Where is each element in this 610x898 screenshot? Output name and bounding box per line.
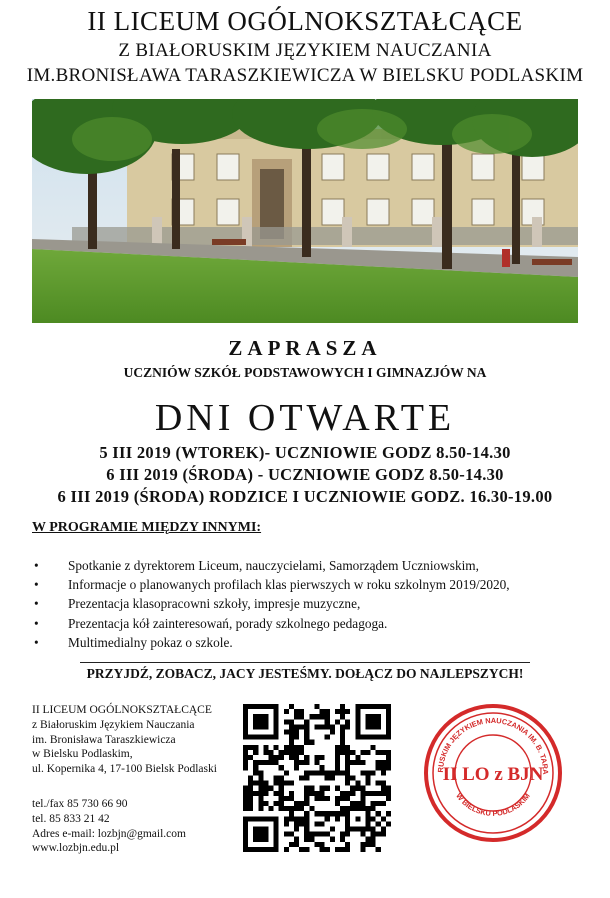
list-item: • Informacje o planowanych profilach klas pierwszych w roku szkolnym 2019/2020,	[34, 577, 510, 593]
bullet-icon: •	[34, 596, 39, 612]
list-item: • Multimedialny pokaz o szkole.	[34, 634, 233, 650]
qr-code-icon[interactable]	[243, 704, 391, 852]
svg-text:W BIELSKU PODLASKIM	[454, 791, 532, 818]
address-line: II LICEUM OGÓLNOKSZTAŁCĄCE	[32, 704, 212, 716]
school-name-line2: Z BIAŁORUSKIM JĘZYKIEM NAUCZANIA	[118, 40, 492, 61]
address-line: w Bielsku Podlaskim,	[32, 748, 133, 761]
school-name-line1: II LICEUM OGÓLNOKSZTAŁCĄCE	[87, 6, 523, 36]
date-line-2: 6 III 2019 (ŚRODA) - UCZNIOWIE GODZ 8.50-14.30	[106, 465, 504, 484]
list-item: • Spotkanie z dyrektorem Liceum, nauczycielami, Samorządem Uczniowskim,	[34, 558, 479, 573]
date-line-1: 5 III 2019 (WTOREK)- UCZNIOWIE GODZ 8.50-14.30	[99, 443, 511, 462]
program-heading: W PROGRAMIE MIĘDZY INNYMI:	[32, 520, 262, 535]
list-item: • Prezentacja klasopracowni szkoły, impresje muzyczne,	[34, 596, 361, 612]
program-list	[30, 556, 510, 652]
list-item: • Prezentacja kół zainteresowań, porady szkolnego pedagoga.	[34, 615, 388, 631]
school-stamp	[423, 703, 563, 843]
address-line: z Białoruskim Językiem Nauczania	[32, 718, 195, 731]
phone: tel. 85 833 21 42	[32, 812, 110, 825]
email[interactable]: Adres e-mail: lozbjn@gmail.com	[32, 827, 186, 840]
event-title: DNI OTWARTE	[154, 397, 456, 439]
bullet-icon: •	[34, 634, 39, 650]
address-line: im. Bronisława Taraszkiewicza	[32, 733, 176, 746]
phone-fax: tel./fax 85 730 66 90	[32, 798, 128, 810]
school-building-photo	[32, 99, 578, 323]
website-link[interactable]: www.lozbjn.edu.pl	[32, 842, 120, 855]
school-address	[32, 703, 217, 777]
school-name-line3: IM.BRONISŁAWA TARASZKIEWICZA W BIELSKU PODLASKIM	[26, 65, 584, 86]
bullet-icon: •	[34, 577, 39, 593]
date-line-3: 6 III 2019 (ŚRODA) RODZICE I UCZNIOWIE GODZ. 16.30-19.00	[57, 487, 553, 506]
contact-details	[32, 797, 186, 856]
bullet-icon: •	[34, 615, 39, 631]
stamp-ring-top: RUSKIM JĘZYKIEM NAUCZANIA IM. B. TARA	[435, 715, 551, 775]
stamp-center-text: II LO z BJN	[442, 764, 544, 785]
bullet-icon: •	[34, 558, 39, 573]
invite-heading: ZAPRASZA	[228, 336, 382, 360]
slogan: PRZYJDŹ, ZOBACZ, JACY JESTEŚMY. DOŁĄCZ DO NAJLEPSZYCH!	[80, 662, 530, 682]
stamp-ring-bottom: W BIELSKU PODLASKIM	[454, 791, 532, 818]
address-line: ul. Kopernika 4, 17-100 Bielsk Podlaski	[32, 763, 217, 776]
invite-subtitle: UCZNIÓW SZKÓŁ PODSTAWOWYCH I GIMNAZJÓW NA	[123, 365, 487, 380]
